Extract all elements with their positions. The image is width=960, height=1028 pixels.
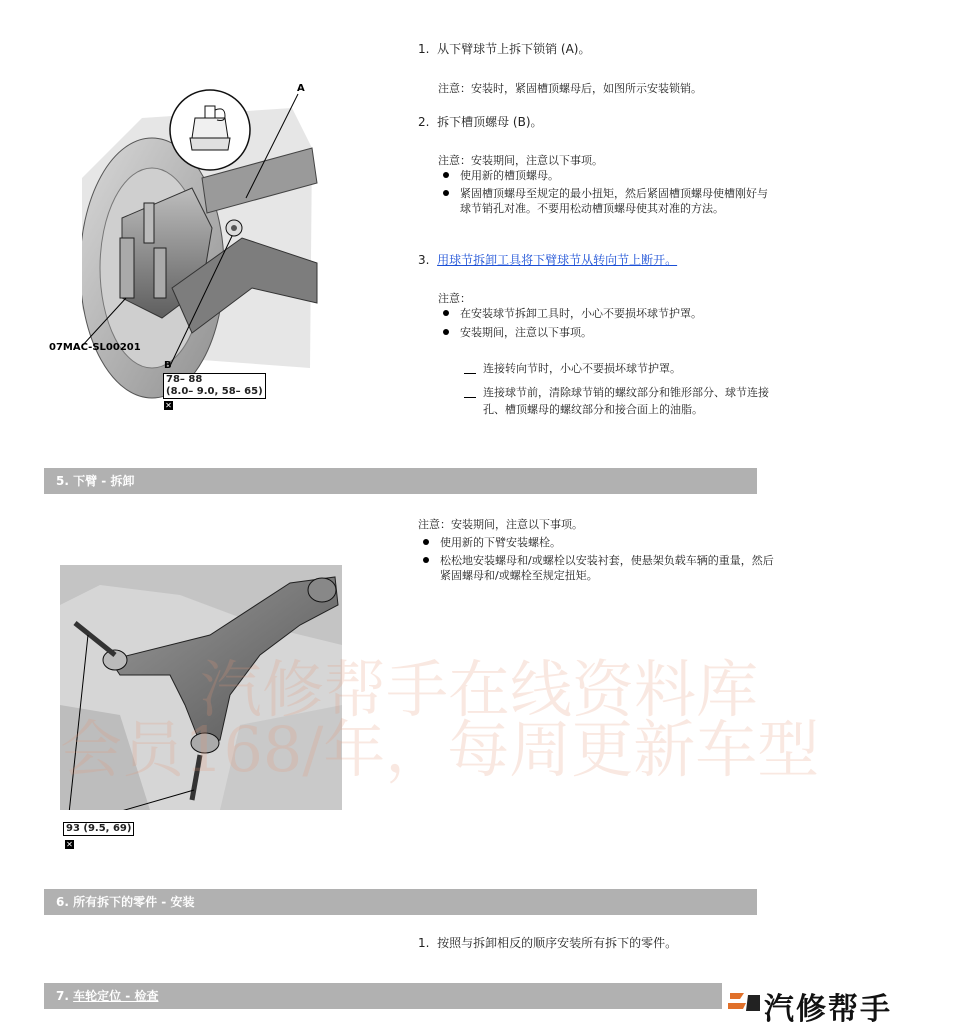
step-2-text: 拆下槽顶螺母 (B)。: [437, 115, 543, 129]
replace-part-icon: ✕: [165, 401, 172, 410]
section-6-step-text: 按照与拆卸相反的顺序安装所有拆下的零件。: [437, 936, 678, 950]
step-2: [418, 114, 543, 130]
step-1-text: 从下臂球节上拆下锁销 (A)。: [437, 42, 591, 56]
step-3-bullet: 在安装球节拆卸工具时，小心不要损坏球节护罩。: [438, 306, 780, 321]
step-2-note: 注意：安装期间，注意以下事项。: [438, 154, 603, 167]
step-3-subitem: 连接转向节时，小心不要损坏球节护罩。: [461, 360, 773, 377]
step-3: [418, 252, 677, 268]
step-1-note: 注意：安装时，紧固槽顶螺母后，如图所示安装锁销。: [438, 82, 702, 95]
section-6-number: 6.: [56, 895, 69, 909]
figure-ball-joint: [82, 88, 332, 413]
section-6-header[interactable]: [44, 889, 757, 915]
section-5-bullet: 使用新的下臂安装螺栓。: [418, 535, 780, 550]
section-6-title: 所有拆下的零件 - 安装: [73, 895, 195, 909]
section-7-header[interactable]: [44, 983, 757, 1009]
watermark-line-1: 汽修帮手在线资料库: [200, 653, 759, 726]
figure1-label-b: B: [164, 360, 172, 371]
step-3-number: 3.: [418, 253, 430, 267]
section-7-number: 7.: [56, 989, 69, 1003]
ball-joint-illustration: [82, 88, 332, 413]
section-7-title: 车轮定位 - 检查: [73, 989, 159, 1003]
section-5-note: 注意：安装期间，注意以下事项。: [418, 518, 583, 531]
step-1: [418, 41, 590, 57]
section-6-step-number: 1.: [418, 936, 430, 950]
step-1-number: 1.: [418, 42, 430, 56]
step-2-bullet: 紧固槽顶螺母至规定的最小扭矩，然后紧固槽顶螺母使槽刚好与球节销孔对准。不要用松动槽顶螺母使其对准的方法。: [438, 186, 778, 216]
watermark-line-2: 会员168/年，每周更新车型: [60, 713, 820, 786]
figure2-torque-box: 93 (9.5, 69): [63, 822, 134, 836]
section-6-step: [418, 935, 677, 951]
step-2-bullet: 使用新的槽顶螺母。: [438, 168, 780, 183]
step-2-number: 2.: [418, 115, 430, 129]
ball-joint-tool-link[interactable]: 用球节拆卸工具将下臂球节从转向节上断开。: [437, 253, 678, 267]
section-5-number: 5.: [56, 474, 69, 488]
figure1-label-a: A: [297, 83, 305, 94]
section-5-header[interactable]: [44, 468, 757, 494]
section-5-bullet: 松松地安装螺母和/或螺栓以安装衬套，使悬架负载车辆的重量，然后紧固螺母和/或螺栓至规定扭矩。: [418, 553, 780, 583]
figure1-torque-box: [163, 373, 266, 399]
replace-bolt-icon: ✕: [66, 840, 73, 849]
figure1-code: 07MAC-SL00201: [49, 342, 141, 353]
step-3-subitem: 连接球节前，清除球节销的螺纹部分和锥形部分、球节连接孔、槽顶螺母的螺纹部分和接合面上的油脂。: [461, 384, 773, 418]
step-3-note: 注意：: [438, 292, 471, 305]
step-3-bullet: 安装期间，注意以下事项。: [438, 325, 780, 340]
torque-line2: (8.0– 9.0, 58– 65): [166, 386, 263, 397]
logo-text: 汽修帮手: [764, 992, 892, 1027]
logo-mark-icon: [726, 987, 762, 1017]
brand-logo: [722, 982, 958, 1027]
torque-line1: 78– 88: [166, 374, 203, 385]
section-5-title: 下臂 - 拆卸: [73, 474, 135, 488]
